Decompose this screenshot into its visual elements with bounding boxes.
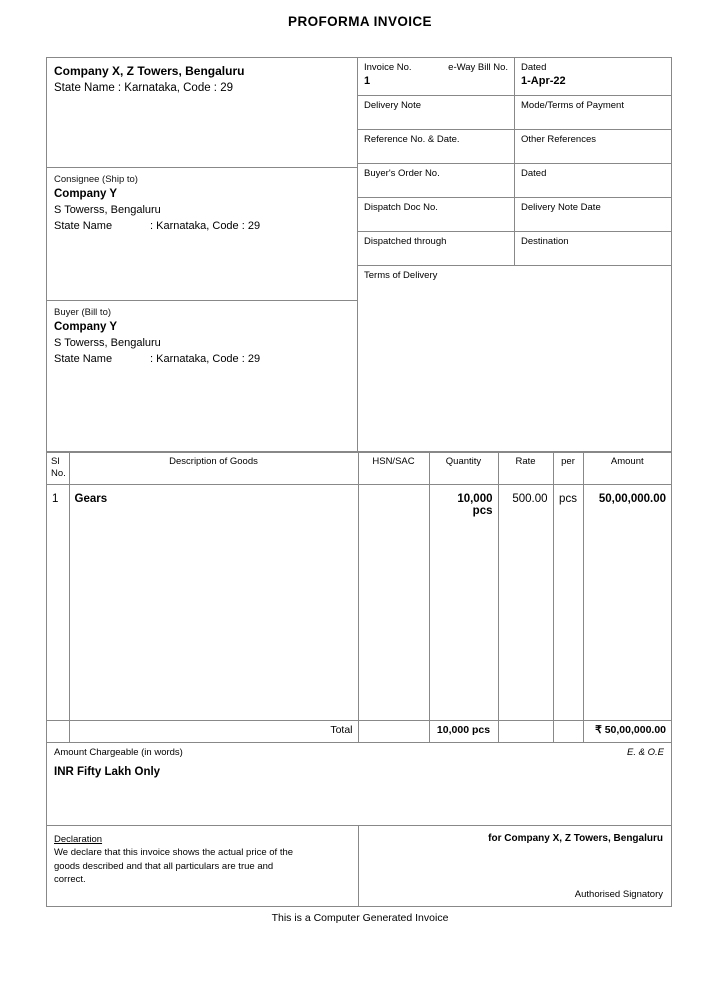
buyer-state (54, 351, 350, 367)
total-label: Total (69, 721, 358, 743)
mode-terms-payment-cell (515, 96, 671, 129)
declaration-line-2: goods described and that all particulars are true and (54, 860, 274, 872)
meta-row-dispatched-through (358, 232, 671, 266)
declaration-signature-block (47, 826, 671, 906)
delivery-note-date-label: Delivery Note Date (521, 202, 601, 213)
consignee-address: S Towerss, Bengaluru (54, 204, 161, 216)
total-amount: ₹ 50,00,000.00 (583, 721, 671, 743)
other-references-cell (515, 130, 671, 163)
buyer-state-label: State Name (54, 353, 113, 365)
col-header-hsn-sac: HSN/SAC (358, 453, 429, 485)
total-rate (498, 721, 553, 743)
amount-in-words-value: INR Fifty Lakh Only (54, 766, 161, 778)
invoice-top-block (47, 58, 671, 452)
consignee-block (47, 168, 357, 301)
seller-block (47, 58, 357, 168)
mode-terms-payment-label: Mode/Terms of Payment (521, 100, 624, 111)
invoice-meta-column (358, 58, 671, 451)
col-header-per: per (553, 453, 583, 485)
item-amount: 50,00,000.00 (598, 493, 666, 505)
total-spacer (47, 721, 69, 743)
invoice-no-label: Invoice No. (364, 62, 412, 73)
meta-row-reference (358, 130, 671, 164)
buyers-order-dated-label: Dated (521, 168, 547, 179)
item-quantity: 10,000 pcs (429, 485, 498, 721)
table-row (47, 485, 671, 721)
declaration-block (47, 826, 358, 906)
parties-column (47, 58, 358, 451)
authorised-signatory-label: Authorised Signatory (574, 889, 663, 900)
meta-row-invoice-no (358, 58, 671, 96)
terms-of-delivery-label: Terms of Delivery (364, 270, 438, 281)
items-table-total-row (47, 721, 671, 743)
col-header-quantity: Quantity (429, 453, 498, 485)
col-header-description: Description of Goods (69, 453, 358, 485)
delivery-note-label: Delivery Note (364, 100, 422, 111)
buyers-order-no-cell (358, 164, 515, 197)
amount-chargeable-caption: Amount Chargeable (in words) (54, 747, 183, 758)
dispatched-through-label: Dispatched through (364, 236, 447, 247)
total-hsn (358, 721, 429, 743)
signature-for-company: for Company X, Z Towers, Bengaluru (488, 833, 663, 844)
meta-row-terms-of-delivery (358, 266, 671, 451)
consignee-caption: Consignee (Ship to) (54, 174, 138, 185)
dated-cell (515, 58, 671, 95)
meta-row-dispatch-doc (358, 198, 671, 232)
delivery-note-cell (358, 96, 515, 129)
item-rate: 500.00 (498, 485, 553, 721)
reference-no-date-cell (358, 130, 515, 163)
consignee-state-label: State Name (54, 220, 113, 232)
col-header-sl-no (47, 453, 69, 485)
consignee-name: Company Y (54, 188, 118, 200)
dispatch-doc-no-label: Dispatch Doc No. (364, 202, 438, 213)
errors-omissions-excepted: E. & O.E (627, 747, 664, 758)
buyer-state-value: : Karnataka, Code : 29 (150, 353, 261, 365)
buyer-address: S Towerss, Bengaluru (54, 337, 161, 349)
dispatch-doc-no-cell (358, 198, 515, 231)
dated-value: 1-Apr-22 (521, 75, 566, 87)
dated-label: Dated (521, 62, 547, 73)
amount-chargeable-block (47, 743, 671, 826)
items-table (47, 452, 671, 743)
total-per (553, 721, 583, 743)
invoice-no-cell (358, 58, 515, 95)
declaration-line-3: correct. (54, 874, 86, 885)
reference-no-date-label: Reference No. & Date. (364, 134, 460, 145)
col-header-amount: Amount (583, 453, 671, 485)
item-sl-no: 1 (47, 485, 69, 721)
total-quantity: 10,000 pcs (429, 721, 498, 743)
buyer-caption: Buyer (Bill to) (54, 307, 112, 318)
meta-row-buyers-order (358, 164, 671, 198)
meta-row-delivery-note (358, 96, 671, 130)
buyers-order-dated-cell (515, 164, 671, 197)
col-header-sl-line2: No. (51, 468, 66, 479)
buyer-block (47, 301, 357, 445)
invoice-frame (46, 57, 672, 907)
declaration-line-1: We declare that this invoice shows the actual price of the (54, 847, 294, 858)
buyers-order-no-label: Buyer's Order No. (364, 168, 440, 179)
delivery-note-date-cell (515, 198, 671, 231)
col-header-rate: Rate (498, 453, 553, 485)
consignee-state-value: : Karnataka, Code : 29 (150, 220, 261, 232)
items-table-header-row (47, 453, 671, 485)
page-title: PROFORMA INVOICE (288, 14, 432, 29)
seller-state-line: State Name : Karnataka, Code : 29 (54, 82, 233, 94)
declaration-title: Declaration (54, 834, 103, 845)
item-hsn-sac (358, 485, 429, 721)
consignee-state (54, 218, 350, 234)
eway-bill-no-label: e-Way Bill No. (448, 62, 508, 73)
seller-name: Company X, Z Towers, Bengaluru (54, 64, 245, 78)
destination-label: Destination (521, 236, 569, 247)
invoice-no-value: 1 (364, 75, 371, 87)
computer-generated-note: This is a Computer Generated Invoice (271, 912, 449, 924)
other-references-label: Other References (521, 134, 596, 145)
item-description: Gears (69, 485, 358, 721)
dispatched-through-cell (358, 232, 515, 265)
destination-cell (515, 232, 671, 265)
buyer-name: Company Y (54, 321, 118, 333)
col-header-sl-line1: Sl (51, 456, 60, 467)
signature-block (358, 826, 671, 906)
item-per: pcs (553, 485, 583, 721)
